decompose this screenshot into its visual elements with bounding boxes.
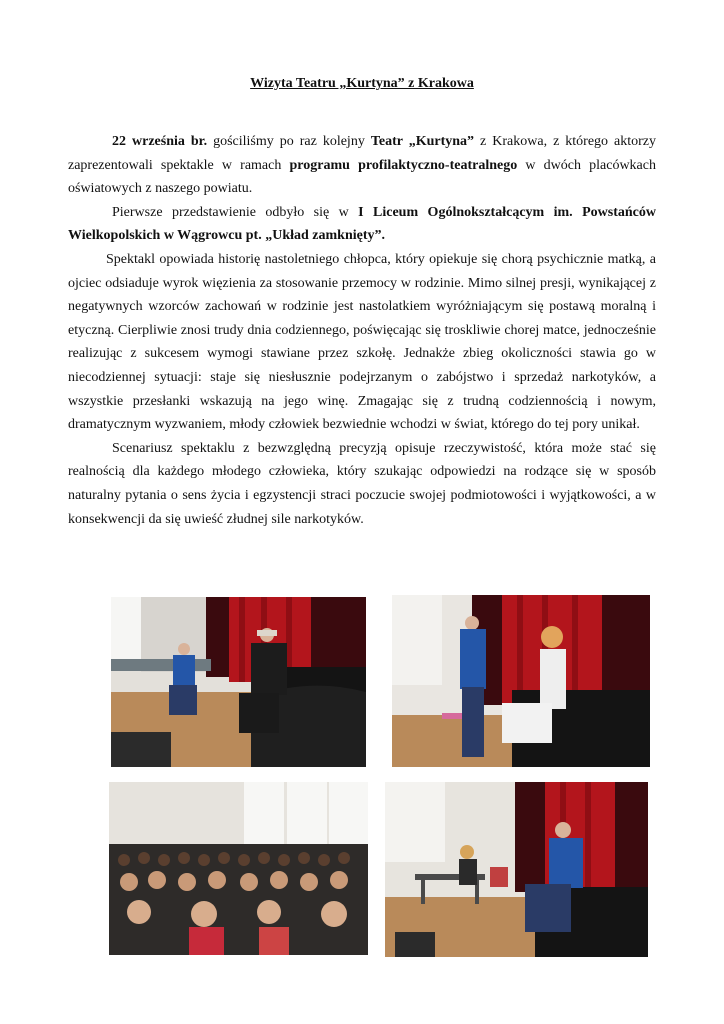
paragraph-3: Spektakl opowiada historię nastoletniego chłopca, który opiekuje się chorą psychicznie matką, a ojciec odsiaduje wyrok więzienia za stosowanie przemocy w rodzinie. Mimo silnej presji, wynikającej z negatywnych wzorców zachowań w rodzinie jest nastolatkiem wyróżniającym się postawą moralną i etyczną. Cierpliwie znosi trudy dnia codziennego, poświęcając się troskliwie chorej matce, jednocześnie realizując z sukcesem wymogi stawiane przez szkołę. Jednakże zbieg okoliczności stawia go w niecodziennej sytuacji: staje się niesłusznie podejrzanym o zabójstwo i sprzedaż narkotyków, a wszystkie przesłanki wskazują na jego winę. Zmagając się z trudną codziennością i nowym, dramatycznym wyzwaniem, młody człowiek bezwiednie wchodzi w świat, którego do tej pory unikał.: [68, 251, 656, 433]
paragraph-4: Scenariusz spektaklu z bezwzględną precyzją opisuje rzeczywistość, która może stać się realnością dla każdego młodego człowieka, który szukając odpowiedzi na rodzące się w sposób naturalny pytania o sens życia i egzystencji straci poczucie swojej podmiotowości i wyjątkowości, a w konsekwencji da się uwieść złudnej sile narkotyków.: [68, 440, 656, 527]
program-name: programu profilaktyczno-teatralnego: [289, 157, 518, 173]
paragraph-1: 22 września br. gościliśmy po raz kolejny Teatr „Kurtyna” z Krakowa, z którego aktorzy zaprezentowali spektakle w ramach programu profilaktyczno-teatralnego w dwóch placówkach oświatowych z naszego powiatu.: [68, 134, 657, 197]
photo-audience: [109, 782, 368, 955]
school-and-play-title: I Liceum Ogólnokształcącym im. Powstańców Wielkopolskich w Wągrowcu pt. „Układ zamknięty”.: [68, 204, 656, 244]
article-body: [68, 130, 656, 531]
photo-stage-scene-3: [385, 782, 648, 957]
photo-stage-scene-2: [392, 595, 650, 767]
event-date: 22 września br.: [112, 134, 208, 149]
photo-stage-scene-1: [111, 597, 366, 767]
theatre-name: Teatr „Kurtyna”: [370, 134, 475, 149]
paragraph-2: Pierwsze przedstawienie odbyło się w I Liceum Ogólnokształcącym im. Powstańców Wielkopolskich w Wągrowcu pt. „Układ zamknięty”.: [68, 204, 656, 244]
document-title: Wizyta Teatru „Kurtyna” z Krakowa: [250, 76, 474, 91]
